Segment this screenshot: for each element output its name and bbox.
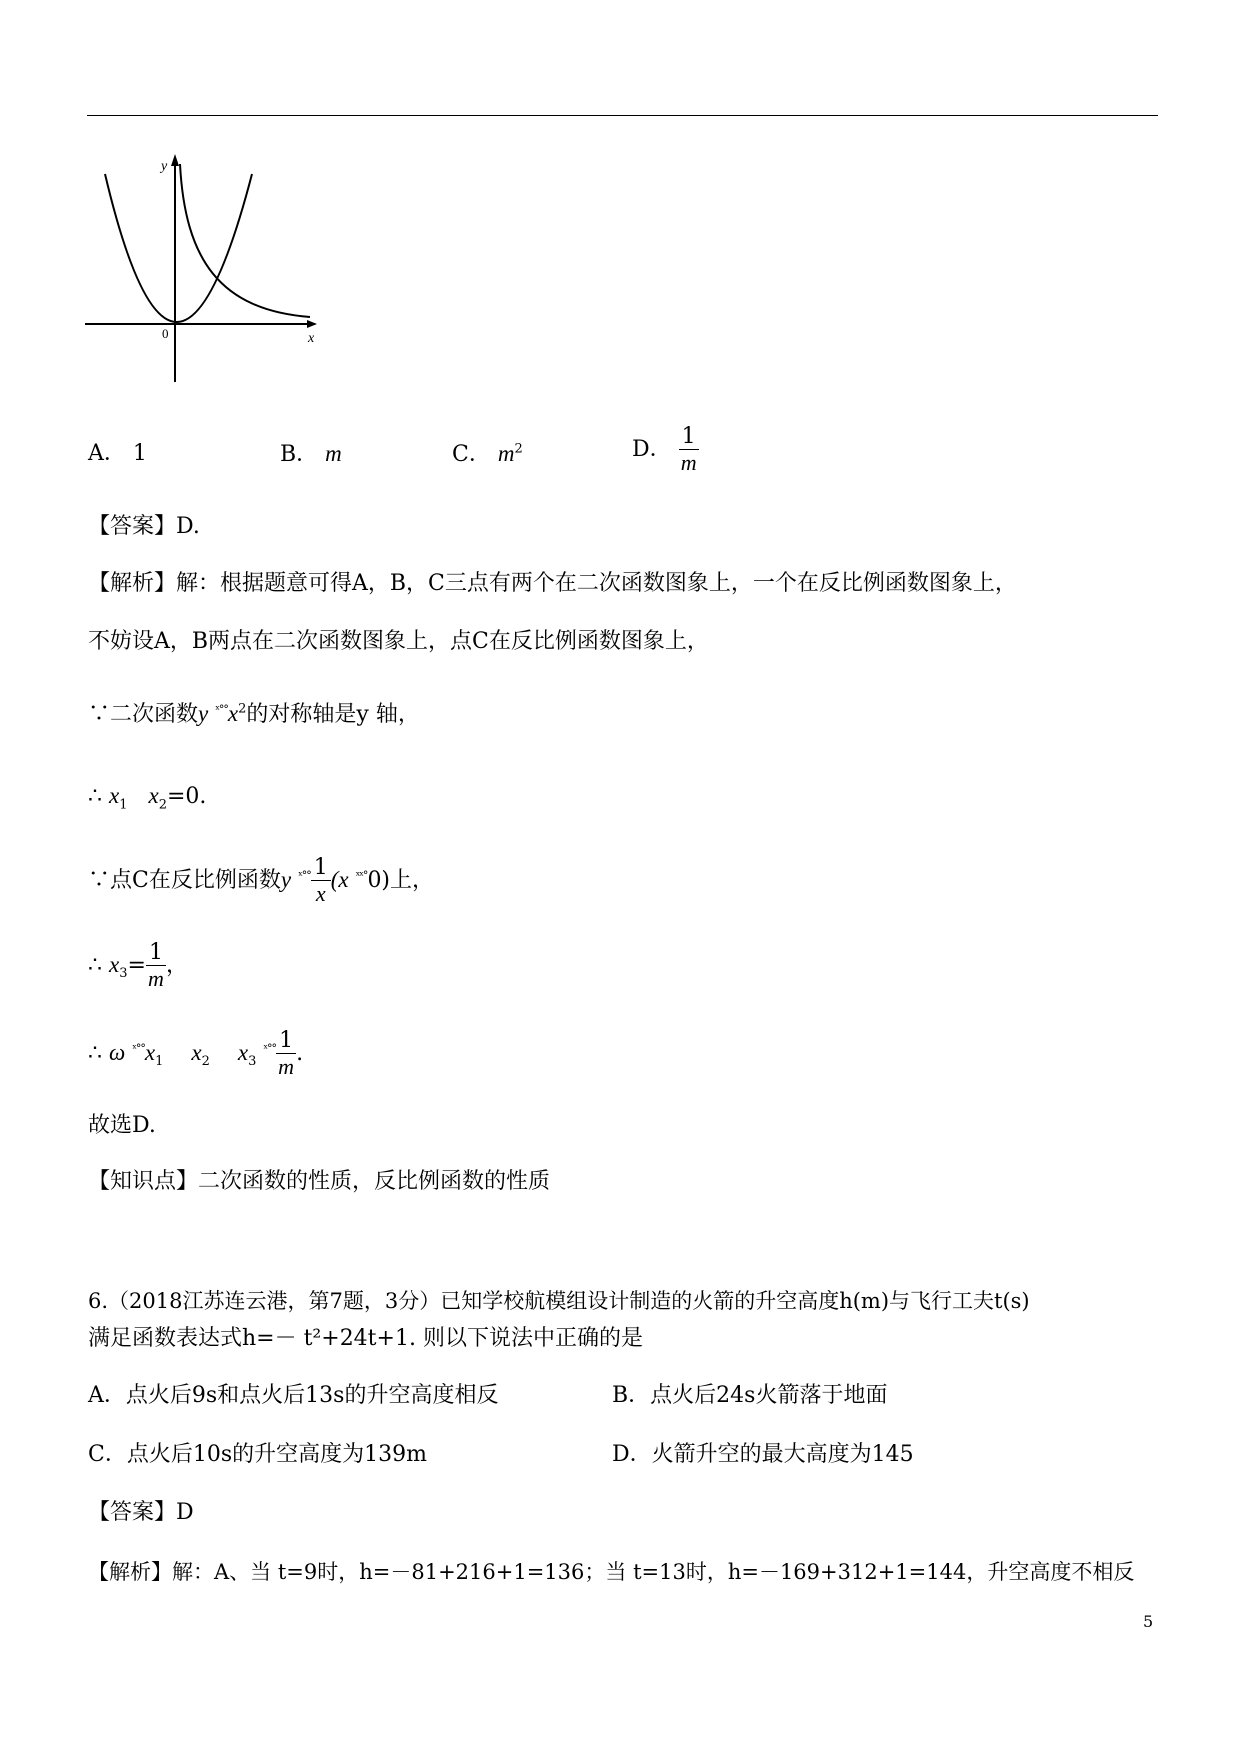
l4-x2: x	[148, 783, 159, 808]
option-a	[88, 440, 147, 468]
l7-fraction	[276, 1028, 296, 1080]
l5-close: 0)	[367, 867, 391, 893]
option-b	[280, 440, 342, 469]
q5-line-5	[88, 855, 434, 907]
l7-denominator: m	[278, 1054, 294, 1080]
l3-pre: ∵二次函数	[88, 702, 199, 727]
page-number: 5	[1143, 1612, 1154, 1631]
l3-post: 的对称轴是y 轴，	[246, 702, 420, 727]
l6-post: ，	[165, 952, 188, 978]
option-d-letter: D．	[632, 436, 672, 462]
l7-x3: x	[237, 1039, 249, 1065]
q6-stem-line-2: 满足函数表达式h=－ t²+24t+1. 则以下说法中正确的是	[88, 1326, 643, 1351]
option-c	[452, 440, 523, 469]
l3-exponent: 2	[238, 701, 247, 717]
function-graph	[85, 150, 325, 395]
option-c-value: m	[497, 441, 515, 466]
option-b-letter: B．	[280, 442, 319, 467]
l6-sub: 3	[119, 966, 128, 982]
hyperbola-curve	[180, 164, 310, 317]
l5-garbled-2: ˣˣ°	[355, 868, 368, 882]
q5-line-3	[88, 700, 420, 729]
l7-garbled: ˣ°°	[132, 1041, 145, 1055]
q6-option-a: A．点火后9s和点火后13s的升空高度相反	[88, 1383, 499, 1408]
l7-x3-sub: 3	[248, 1054, 257, 1070]
l5-post: 上，	[390, 867, 435, 893]
l7-x1: x	[144, 1039, 156, 1065]
q5-line-7	[88, 1028, 303, 1080]
option-a-value: 1	[132, 441, 147, 466]
q5-knowledge: 【知识点】二次函数的性质，反比例函数的性质	[88, 1169, 551, 1194]
q5-answer: 【答案】D.	[88, 514, 200, 539]
x-axis-label: x	[308, 331, 315, 346]
l4-x2-sub: 2	[158, 797, 167, 813]
q6-option-b: B．点火后24s火箭落于地面	[612, 1383, 888, 1408]
l5-numerator: 1	[311, 855, 331, 881]
l3-x: x	[227, 701, 239, 726]
l6-numerator: 1	[146, 940, 166, 966]
l4-symbol: ∴	[88, 784, 102, 809]
l6-eq: =	[127, 952, 146, 978]
l4-x1: x	[109, 783, 120, 808]
q6-option-c: C．点火后10s的升空高度为139m	[88, 1442, 427, 1467]
l6-symbol: ∴	[88, 952, 102, 978]
l5-paren: (x	[330, 866, 349, 892]
q6-stem-line-1: 6.（2018江苏连云港，第7题，3分）已知学校航模组设计制造的火箭的升空高度h(m)与飞行工夫t(s)	[88, 1289, 1030, 1313]
l7-post: .	[296, 1040, 304, 1066]
l5-denominator: x	[315, 881, 326, 907]
q5-analysis-line-2: 不妨设A，B两点在二次函数图象上，点C在反比例函数图象上，	[88, 629, 709, 654]
l5-fraction	[311, 855, 331, 907]
option-d-denominator: m	[680, 450, 697, 476]
origin-label: 0	[162, 326, 169, 341]
l6-x: x	[109, 951, 120, 977]
l7-omega: ω	[109, 1039, 126, 1065]
option-b-value: m	[325, 441, 342, 466]
q6-analysis: 【解析】解：A、当 t=9时，h=－81+216+1=136；当 t=13时，h=－169+312+1=144，升空高度不相反	[88, 1560, 1135, 1584]
q6-option-d: D．火箭升空的最大高度为145	[612, 1442, 914, 1467]
parabola-curve	[105, 174, 252, 322]
option-c-letter: C．	[452, 442, 491, 467]
l4-post: =0.	[166, 784, 207, 809]
option-c-exponent: 2	[514, 441, 523, 457]
option-d	[632, 424, 699, 476]
q5-line-4	[88, 782, 206, 814]
l7-symbol: ∴	[88, 1040, 102, 1066]
l7-x2: x	[191, 1039, 202, 1065]
q5-line-6	[88, 940, 188, 992]
q5-analysis-line-1: 【解析】解：根据题意可得A，B，C三点有两个在二次函数图象上，一个在反比例函数图象上，	[88, 571, 1017, 596]
l4-x1-sub: 1	[119, 797, 128, 813]
l7-numerator: 1	[276, 1028, 296, 1054]
l5-pre: ∵点C在反比例函数	[88, 867, 281, 893]
y-axis-arrow	[171, 154, 179, 166]
x-axis-arrow	[307, 320, 317, 328]
header-rule	[87, 115, 1158, 116]
option-d-numerator: 1	[679, 424, 699, 450]
l7-x2-sub: 2	[201, 1054, 210, 1070]
l3-y: y	[198, 701, 209, 726]
l5-garbled: ˣ°°	[298, 868, 311, 882]
l6-fraction	[146, 940, 166, 992]
option-a-letter: A．	[88, 441, 126, 466]
l6-denominator: m	[147, 966, 164, 992]
q6-answer: 【答案】D	[88, 1500, 194, 1525]
l7-garbled-2: ˣ°°	[263, 1041, 277, 1055]
y-axis-label: y	[161, 159, 168, 174]
l5-y: y	[280, 866, 292, 892]
l7-x1-sub: 1	[155, 1054, 164, 1070]
q5-choose: 故选D.	[88, 1113, 156, 1138]
option-d-fraction	[679, 424, 699, 476]
l3-garbled: ˣ°°	[215, 703, 228, 716]
